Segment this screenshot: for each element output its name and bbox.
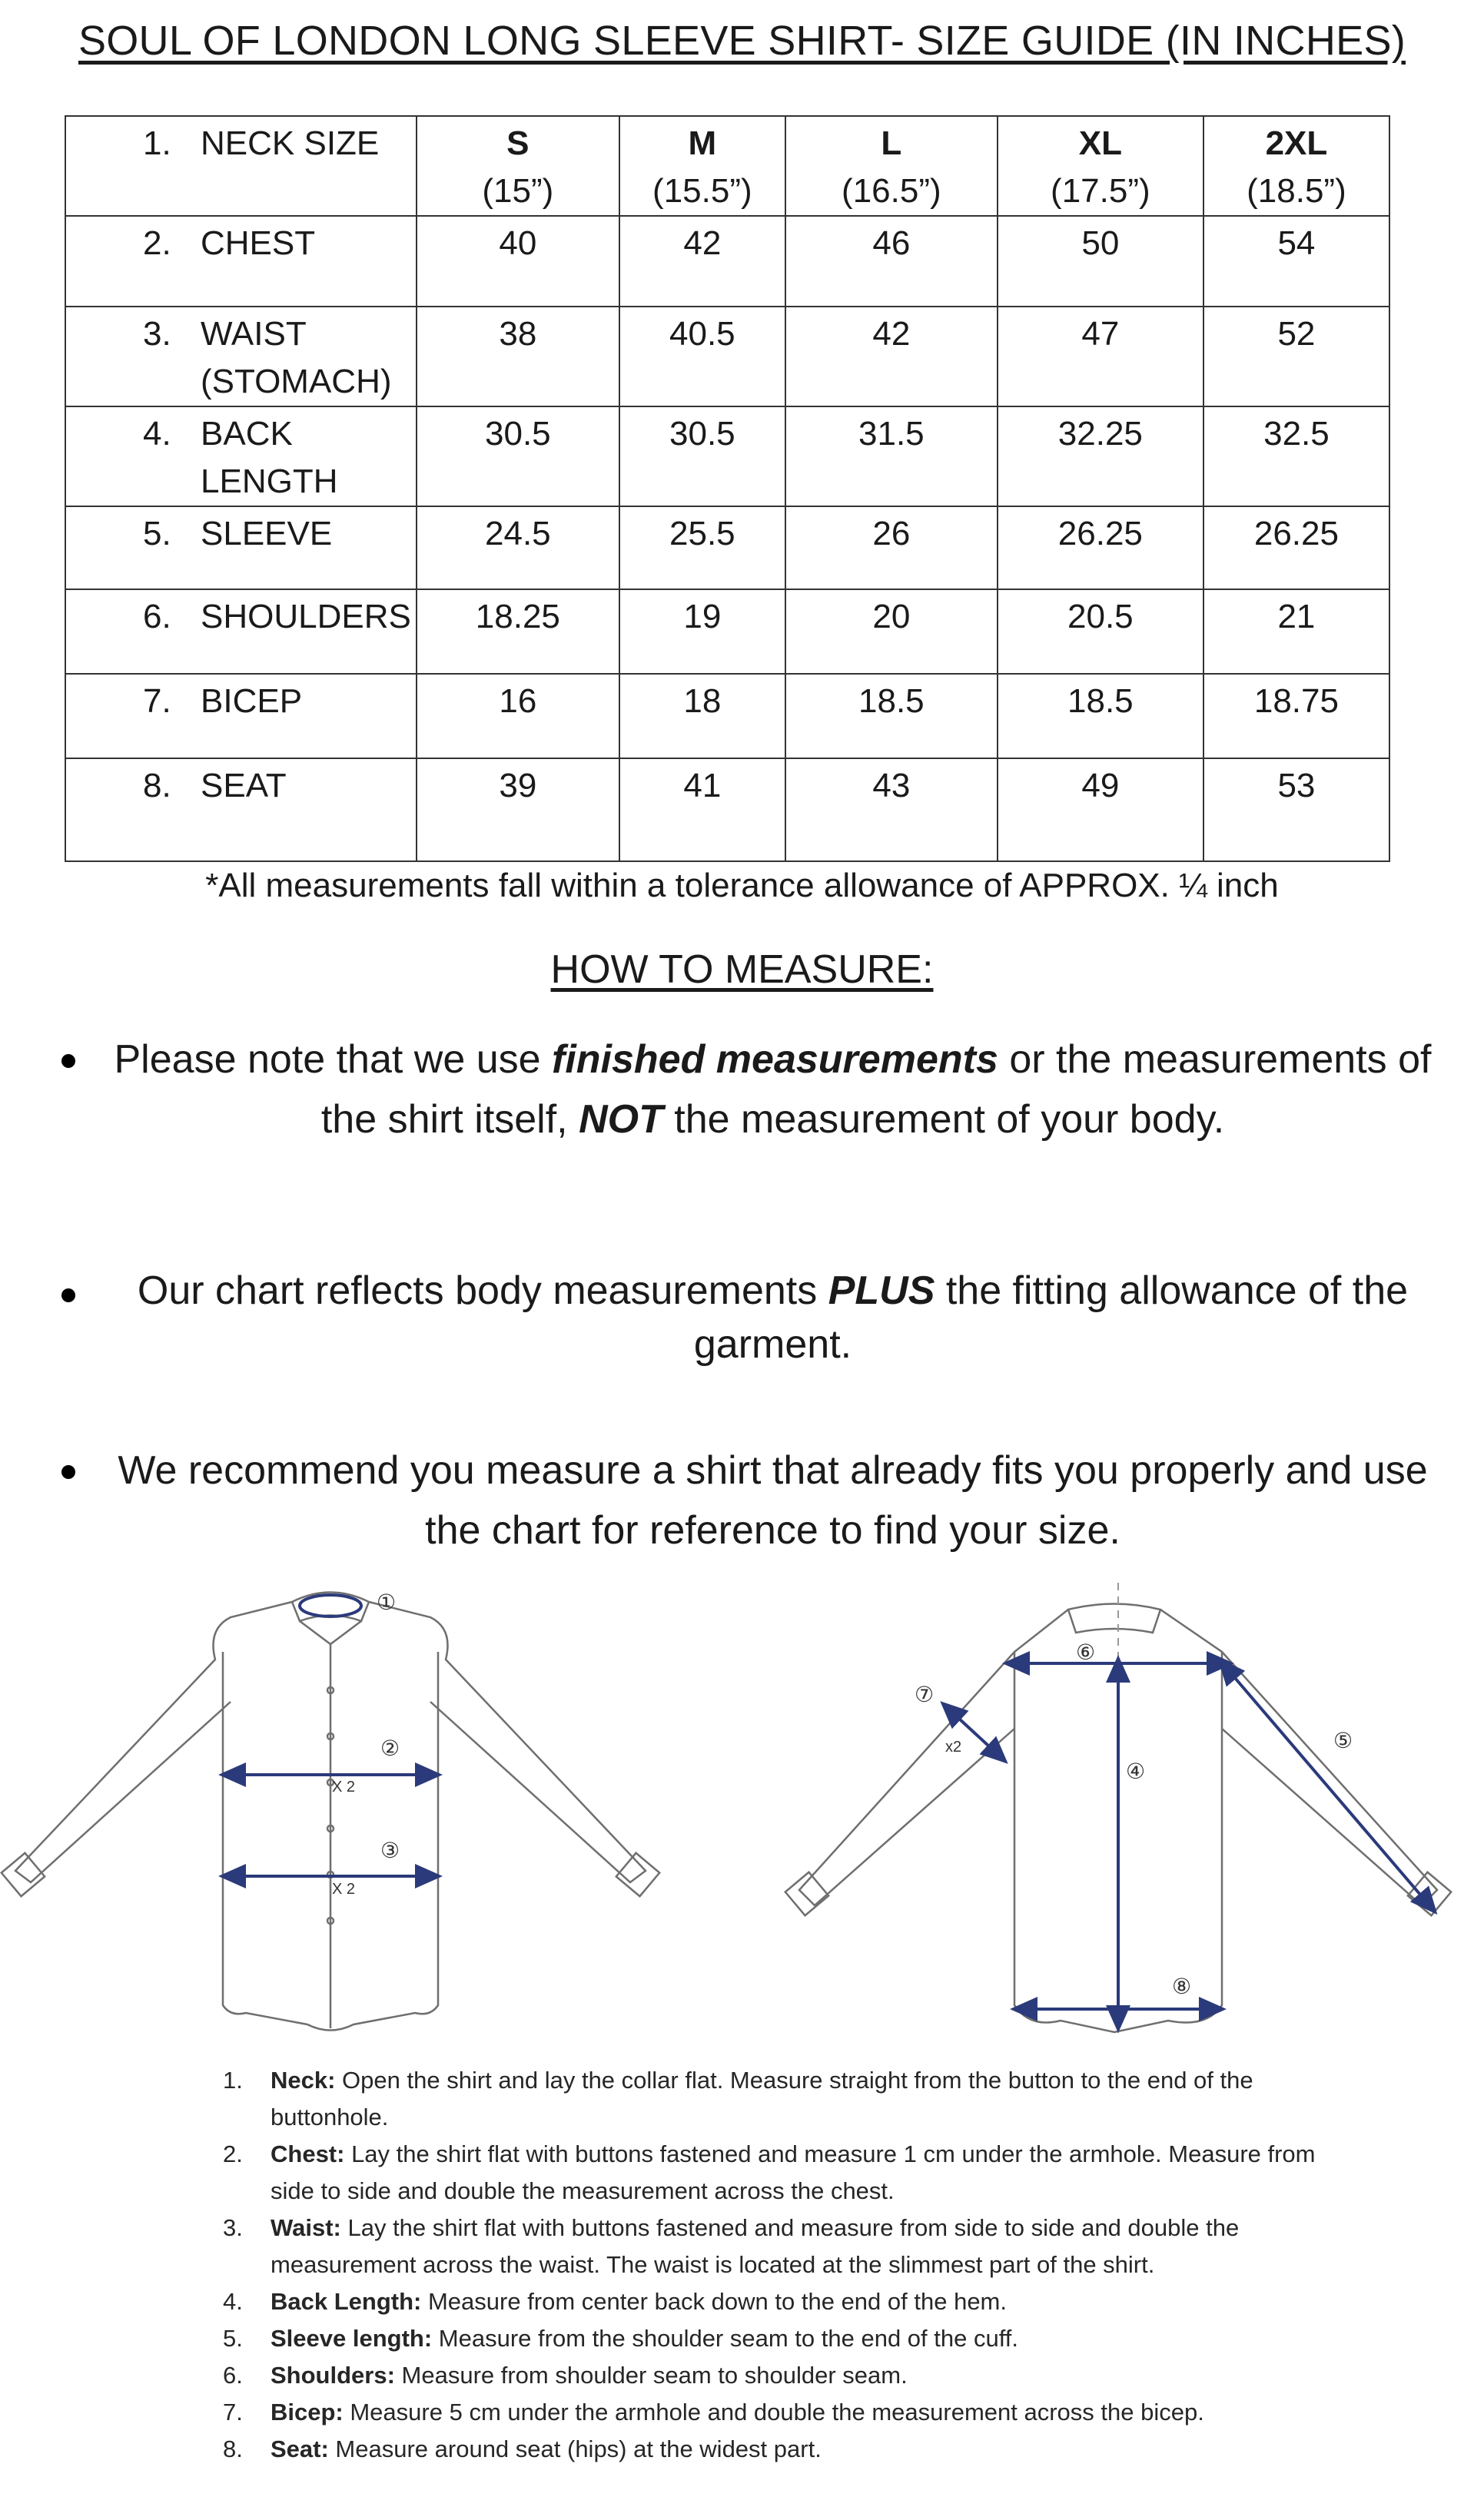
bullet-item: We recommend you measure a shirt that already fits you properly and use the chart for reference to find your size. xyxy=(46,1441,1453,1560)
list-item: 8. Seat: Measure around seat (hips) at the widest part. xyxy=(223,2435,822,2462)
size-header-xl: XL (17.5”) xyxy=(998,116,1203,216)
cell: 26.25 xyxy=(998,506,1203,589)
row-label: 5. SLEEVE xyxy=(65,506,417,589)
back-right-sleeve xyxy=(1160,1610,1437,1905)
cell: 39 xyxy=(417,758,619,861)
row-label: 2. CHEST xyxy=(65,216,417,307)
cell: 32.25 xyxy=(998,406,1203,506)
list-item: 6. Shoulders: Measure from shoulder seam to shoulder seam. xyxy=(223,2362,908,2389)
cell: 26 xyxy=(785,506,998,589)
bullet-dot xyxy=(61,1465,75,1479)
marker-2: ② xyxy=(380,1736,400,1761)
measurement-instructions xyxy=(223,2062,1360,2468)
marker-6: ⑥ xyxy=(1076,1640,1096,1665)
size-header-l: L (16.5”) xyxy=(785,116,998,216)
cell: 43 xyxy=(785,758,998,861)
cell: 18.25 xyxy=(417,589,619,674)
row-label: 4. BACK LENGTH xyxy=(65,406,417,506)
marker-8: ⑧ xyxy=(1172,1974,1192,1999)
cell: 21 xyxy=(1203,589,1389,674)
cell: 18.75 xyxy=(1203,674,1389,758)
cell: 31.5 xyxy=(785,406,998,506)
list-item: 3. Waist: Lay the shirt flat with buttons fastened and measure from side to side and double the measurement across the waist. The waist is located at the slimmest part of the shirt. xyxy=(223,2214,1240,2278)
table-row xyxy=(65,758,1389,861)
cell: 50 xyxy=(998,216,1203,307)
marker-5: ⑤ xyxy=(1333,1728,1353,1753)
size-header-s: S (15”) xyxy=(417,116,619,216)
list-item: 2. Chest: Lay the shirt flat with buttons fastened and measure 1 cm under the armhole. Measure from side to side and double the measurement across the chest. xyxy=(223,2140,1316,2204)
size-header-m: M (15.5”) xyxy=(619,116,785,216)
cell: 41 xyxy=(619,758,785,861)
table-row xyxy=(65,307,1389,406)
table-row xyxy=(65,589,1389,674)
marker-1: ① xyxy=(377,1590,397,1615)
cell: 30.5 xyxy=(417,406,619,506)
cell: 40 xyxy=(417,216,619,307)
cell: 52 xyxy=(1203,307,1389,406)
cell: 38 xyxy=(417,307,619,406)
left-sleeve xyxy=(15,1602,292,1882)
table-row xyxy=(65,674,1389,758)
row-label: 1. NECK SIZE xyxy=(65,116,417,216)
list-item: 1. Neck: Open the shirt and lay the collar flat. Measure straight from the button to the end of the buttonhole. xyxy=(223,2067,1253,2130)
marker-4: ④ xyxy=(1126,1759,1146,1784)
marker-3: ③ xyxy=(380,1838,400,1863)
cell: 32.5 xyxy=(1203,406,1389,506)
shirt-measurement-diagram xyxy=(0,1575,1484,2059)
table-row xyxy=(65,216,1389,307)
front-shirt xyxy=(2,1593,659,2031)
bullet-dot xyxy=(61,1054,75,1068)
cell: 49 xyxy=(998,758,1203,861)
cell: 16 xyxy=(417,674,619,758)
cell: 53 xyxy=(1203,758,1389,861)
back-left-cuff xyxy=(785,1872,828,1915)
cell: 42 xyxy=(619,216,785,307)
row-label: 6. SHOULDERS xyxy=(65,589,417,674)
cell: 26.25 xyxy=(1203,506,1389,589)
cell: 54 xyxy=(1203,216,1389,307)
collar-opening xyxy=(300,1621,361,1644)
bullet-item: Our chart reflects body measurements PLUS the fitting allowance of the garment. xyxy=(46,1264,1453,1371)
row-label: 3. WAIST (STOMACH) xyxy=(65,307,417,406)
bullet-dot xyxy=(61,1288,75,1302)
list-item: 5. Sleeve length: Measure from the shoulder seam to the end of the cuff. xyxy=(223,2325,1018,2352)
x2-label: X 2 xyxy=(332,1881,356,1898)
table-row xyxy=(65,406,1389,506)
page-title: SOUL OF LONDON LONG SLEEVE SHIRT- SIZE GUIDE (IN INCHES) xyxy=(78,18,1406,64)
cell: 19 xyxy=(619,589,785,674)
cell: 18.5 xyxy=(785,674,998,758)
neck-measure-line xyxy=(300,1595,361,1616)
cell: 47 xyxy=(998,307,1203,406)
back-collar xyxy=(1068,1604,1160,1633)
row-label: 8. SEAT xyxy=(65,758,417,861)
cell: 30.5 xyxy=(619,406,785,506)
cell: 42 xyxy=(785,307,998,406)
cell: 24.5 xyxy=(417,506,619,589)
table-header-row xyxy=(65,116,1389,216)
right-sleeve xyxy=(369,1602,646,1882)
tolerance-note: *All measurements fall within a tolerance allowance of APPROX. ¼ inch xyxy=(205,867,1279,904)
row-label: 7. BICEP xyxy=(65,674,417,758)
bullet-item: Please note that we use finished measurements or the measurements of the shirt itself, NOT the measurement of your body. xyxy=(46,1030,1453,1149)
size-header-2xl: 2XL (18.5”) xyxy=(1203,116,1389,216)
cell: 40.5 xyxy=(619,307,785,406)
size-table xyxy=(65,115,1390,862)
cell: 18.5 xyxy=(998,674,1203,758)
back-left-sleeve xyxy=(799,1610,1068,1905)
cell: 20 xyxy=(785,589,998,674)
marker-7: ⑦ xyxy=(915,1682,935,1707)
x2-label: X 2 xyxy=(332,1779,356,1796)
back-right-cuff xyxy=(1408,1872,1451,1915)
x2-small-label: x2 xyxy=(945,1739,962,1756)
list-item: 4. Back Length: Measure from center back down to the end of the hem. xyxy=(223,2288,1007,2315)
cell: 46 xyxy=(785,216,998,307)
cell: 20.5 xyxy=(998,589,1203,674)
sleeve-measure-line xyxy=(1226,1667,1429,1905)
cell: 25.5 xyxy=(619,506,785,589)
table-row xyxy=(65,506,1389,589)
list-item: 7. Bicep: Measure 5 cm under the armhole and double the measurement across the bicep. xyxy=(223,2399,1204,2426)
how-to-measure-heading: HOW TO MEASURE: xyxy=(550,947,934,992)
cell: 18 xyxy=(619,674,785,758)
